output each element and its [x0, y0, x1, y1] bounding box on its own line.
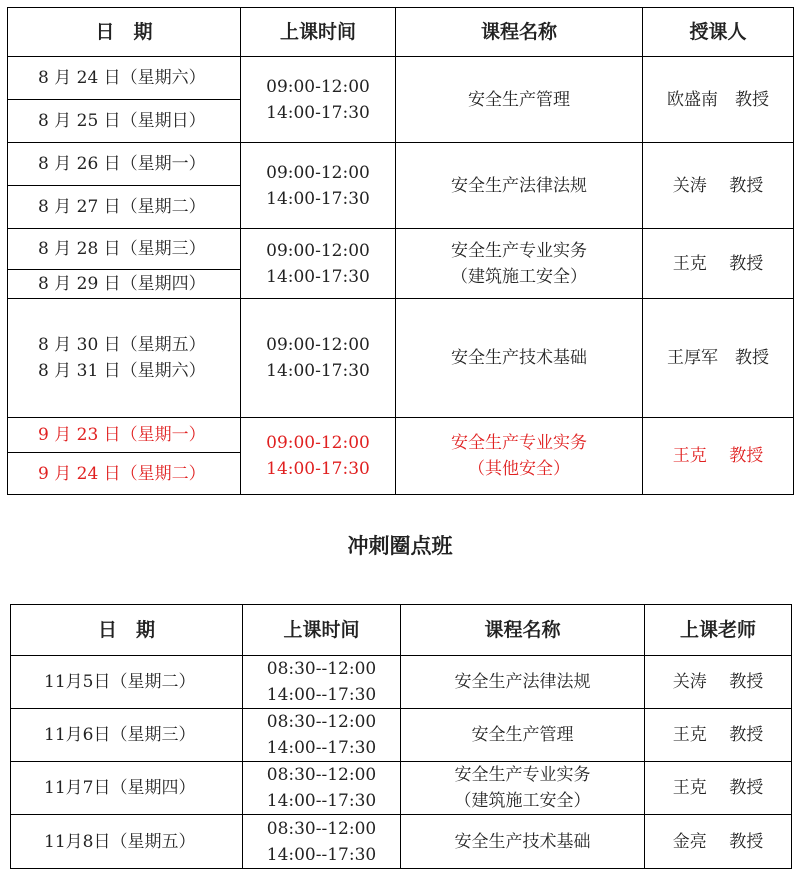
- course-cell: 安全生产法律法规: [396, 143, 643, 229]
- table-header-row: [11, 605, 792, 656]
- header-course: 课程名称: [401, 605, 645, 656]
- date-cell: 8 月 29 日（星期四）: [8, 270, 241, 299]
- date-cell: 8 月 24 日（星期六）: [8, 57, 241, 100]
- date-cell: 8 月 26 日（星期一）: [8, 143, 241, 186]
- header-teacher: 上课老师: [645, 605, 792, 656]
- time-cell: 09:00-12:00 14:00-17:30: [241, 418, 396, 495]
- teacher-cell: 王克 教授: [645, 709, 792, 762]
- time-cell: 09:00-12:00 14:00-17:30: [241, 57, 396, 143]
- course-cell: 安全生产管理: [396, 57, 643, 143]
- date-cell: 8 月 27 日（星期二）: [8, 186, 241, 229]
- date-cell: 8 月 28 日（星期三）: [8, 229, 241, 270]
- header-teacher: 授课人: [643, 8, 794, 57]
- date-cell: 11月8日（星期五）: [11, 815, 243, 869]
- date-cell: 9 月 24 日（星期二）: [8, 453, 241, 495]
- teacher-cell: 关涛 教授: [645, 656, 792, 709]
- header-date: 日 期: [11, 605, 243, 656]
- table-row-highlight: [8, 418, 794, 453]
- teacher-cell: 欧盛南 教授: [643, 57, 794, 143]
- date-cell: 11月5日（星期二）: [11, 656, 243, 709]
- section-title: 冲刺圈点班: [347, 534, 453, 558]
- table-row: [11, 656, 792, 709]
- time-cell: 08:30--12:00 14:00--17:30: [243, 815, 401, 869]
- course-cell: 安全生产技术基础: [396, 299, 643, 418]
- table-row: [8, 299, 794, 418]
- date-cell: 11月6日（星期三）: [11, 709, 243, 762]
- course-cell: 安全生产专业实务 （建筑施工安全）: [396, 229, 643, 299]
- header-time: 上课时间: [243, 605, 401, 656]
- date-cell: 9 月 23 日（星期一）: [8, 418, 241, 453]
- teacher-cell: 关涛 教授: [643, 143, 794, 229]
- table-row: [8, 57, 794, 100]
- time-cell: 08:30--12:00 14:00--17:30: [243, 656, 401, 709]
- time-cell: 08:30--12:00 14:00--17:30: [243, 709, 401, 762]
- teacher-cell: 王克 教授: [643, 418, 794, 495]
- time-cell: 08:30--12:00 14:00--17:30: [243, 762, 401, 815]
- date-cell: 11月7日（星期四）: [11, 762, 243, 815]
- teacher-cell: 金亮 教授: [645, 815, 792, 869]
- course-cell: 安全生产法律法规: [401, 656, 645, 709]
- header-course: 课程名称: [396, 8, 643, 57]
- time-cell: 09:00-12:00 14:00-17:30: [241, 143, 396, 229]
- teacher-cell: 王克 教授: [645, 762, 792, 815]
- course-cell: 安全生产专业实务 （其他安全）: [396, 418, 643, 495]
- table-row: [11, 815, 792, 869]
- time-cell: 09:00-12:00 14:00-17:30: [241, 299, 396, 418]
- table-row: [11, 762, 792, 815]
- header-date: 日 期: [8, 8, 241, 57]
- course-cell: 安全生产专业实务 （建筑施工安全）: [401, 762, 645, 815]
- course-cell: 安全生产管理: [401, 709, 645, 762]
- table-row: [8, 143, 794, 186]
- schedule-table-2: [10, 604, 792, 869]
- table-row: [11, 709, 792, 762]
- table-row: [8, 229, 794, 270]
- schedule-table-1: [7, 7, 794, 495]
- time-cell: 09:00-12:00 14:00-17:30: [241, 229, 396, 299]
- teacher-cell: 王克 教授: [643, 229, 794, 299]
- date-cell: 8 月 30 日（星期五） 8 月 31 日（星期六）: [8, 299, 241, 418]
- header-time: 上课时间: [241, 8, 396, 57]
- teacher-cell: 王厚军 教授: [643, 299, 794, 418]
- date-cell: 8 月 25 日（星期日）: [8, 100, 241, 143]
- course-cell: 安全生产技术基础: [401, 815, 645, 869]
- table-header-row: [8, 8, 794, 57]
